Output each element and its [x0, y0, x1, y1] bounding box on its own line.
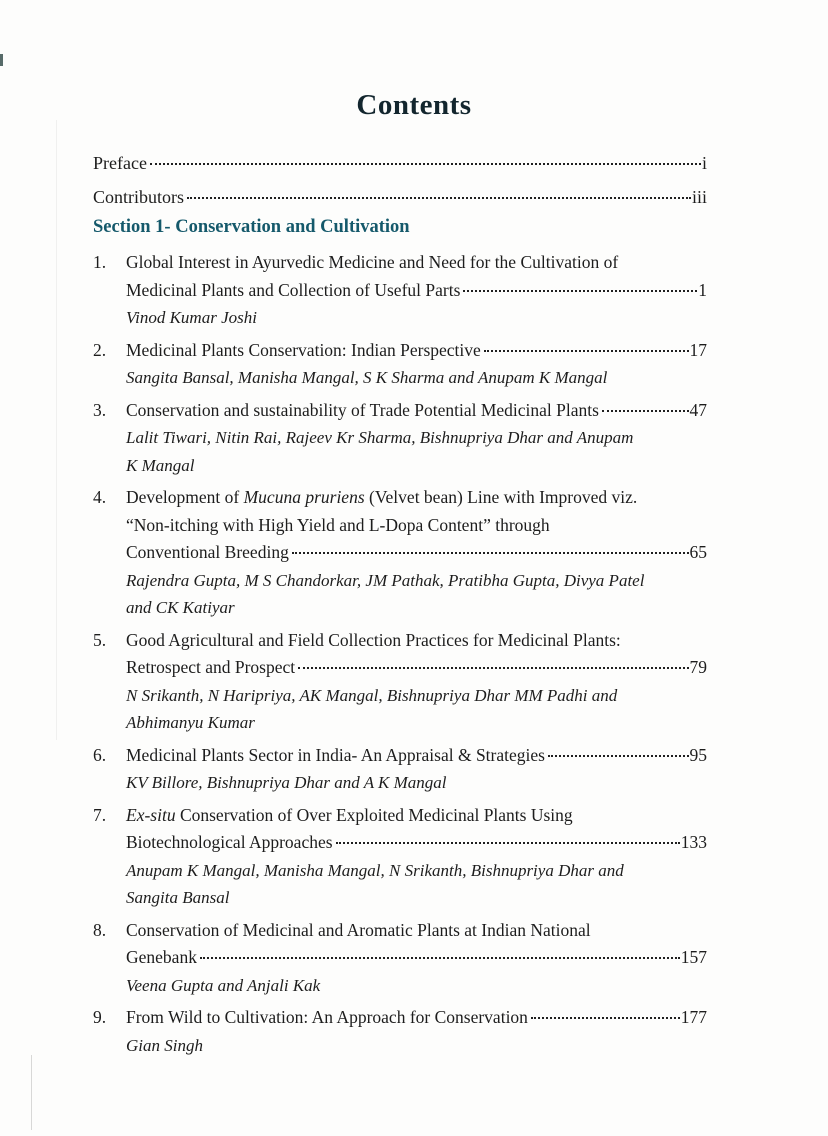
entry-number: 3.: [93, 399, 107, 420]
title-segment: (Velvet bean) Line with Improved viz.: [364, 487, 638, 507]
title-segment: Development of: [126, 487, 244, 507]
title-segment: Biotechnological Approaches: [126, 832, 333, 852]
front-matter-label: Contributors: [93, 187, 185, 207]
entry-authors: KV Billore, Bishnupriya Dhar and A K Mangal: [126, 773, 447, 792]
title-segment: Medicinal Plants Conservation: Indian Perspective: [126, 339, 481, 360]
entry-authors: N Srikanth, N Haripriya, AK Mangal, Bishnupriya Dhar MM Padhi and: [126, 685, 618, 705]
title-segment: Retrospect and Prospect: [126, 657, 296, 677]
front-matter-row: [93, 146, 707, 180]
title-segment: From Wild to Cultivation: An Approach for Conservation: [126, 1007, 528, 1027]
entry-body: [126, 484, 707, 622]
title-segment: Conservation and sustainability of Trade Potential Medicinal Plants: [126, 399, 599, 420]
page-number: 17: [689, 339, 707, 360]
toc-entry: [93, 397, 707, 480]
entry-authors: Anupam K Mangal, Manisha Mangal, N Srikanth, Bishnupriya Dhar and: [126, 860, 624, 880]
entry-authors: Abhimanyu Kumar: [126, 713, 255, 732]
entry-title-line: [126, 627, 707, 655]
front-matter-page-number: iii: [691, 187, 707, 207]
toc-entry: [93, 742, 707, 797]
toc-entry: [93, 484, 707, 622]
page-number: 79: [689, 657, 707, 677]
entry-title-line: [126, 512, 707, 540]
title-segment: Mucuna pruriens: [243, 487, 365, 507]
title-segment: “Non-itching with High Yield and L-Dopa Content” through: [126, 514, 550, 535]
toc-entry: [93, 249, 707, 332]
page-number: 133: [680, 832, 707, 852]
toc-entry: [93, 802, 707, 912]
entry-authors: Gian Singh: [126, 1035, 203, 1055]
entry-title-line: [126, 539, 707, 567]
entry-number: 5.: [93, 629, 107, 650]
title-segment: Genebank: [126, 947, 197, 967]
title-segment: Ex-situ: [126, 804, 176, 825]
title-segment: Global Interest in Ayurvedic Medicine and Need for the Cultivation of: [126, 252, 619, 272]
page-number: 95: [689, 744, 707, 765]
entry-title-line: [126, 249, 707, 277]
entry-title-line: [126, 917, 707, 945]
front-matter-label: Preface: [93, 153, 147, 173]
page-number: 47: [689, 399, 707, 420]
title-segment: Good Agricultural and Field Collection Practices for Medicinal Plants:: [126, 629, 621, 650]
front-matter: [93, 146, 707, 214]
entry-authors: Sangita Bansal, Manisha Mangal, S K Sharma and Anupam K Mangal: [126, 368, 608, 387]
title-segment: Conservation of Over Exploited Medicinal Plants Using: [175, 804, 573, 825]
title-segment: Medicinal Plants and Collection of Useful Parts: [126, 279, 461, 300]
front-matter-page-number: i: [701, 153, 707, 173]
entry-number: 2.: [93, 339, 107, 360]
title-segment: Conventional Breeding: [126, 542, 289, 562]
page-number: 157: [680, 947, 707, 967]
toc-entry: [93, 337, 707, 392]
front-matter-row: [93, 180, 707, 214]
entry-title-line: [126, 484, 707, 512]
entry-body: [126, 249, 707, 332]
entry-number: 1.: [93, 252, 107, 272]
entry-number: 6.: [93, 744, 107, 765]
entry-authors: Sangita Bansal: [126, 888, 230, 907]
entry-body: [126, 627, 707, 737]
title-segment: Conservation of Medicinal and Aromatic Plants at Indian National: [126, 919, 591, 940]
entry-title-line: [126, 802, 707, 830]
entry-body: [126, 917, 707, 1000]
scan-artifact-scratch: [31, 1055, 32, 1130]
entry-title-line: [126, 337, 707, 365]
entry-authors: K Mangal: [126, 455, 195, 475]
entry-number: 8.: [93, 919, 107, 940]
page-number: 177: [680, 1007, 707, 1027]
entry-number: 7.: [93, 804, 107, 825]
toc-entries: [93, 249, 707, 1059]
page-title: Contents: [356, 89, 472, 121]
entry-authors: Vinod Kumar Joshi: [126, 308, 257, 327]
entry-title-line: [126, 1004, 707, 1032]
entry-title-line: [126, 944, 707, 972]
entry-title-line: [126, 397, 707, 425]
page-number: 65: [689, 542, 707, 562]
toc-entry: [93, 627, 707, 737]
toc-entry: [93, 917, 707, 1000]
entry-authors: Veena Gupta and Anjali Kak: [126, 975, 321, 995]
toc-entry: [93, 1004, 707, 1059]
entry-number: 4.: [93, 487, 107, 507]
entry-title-line: [126, 742, 707, 770]
entry-number: 9.: [93, 1007, 107, 1027]
entry-title-line: [126, 829, 707, 857]
entry-title-line: [126, 277, 707, 305]
title-segment: Medicinal Plants Sector in India- An Appraisal & Strategies: [126, 744, 545, 765]
page-number: 1: [698, 279, 707, 300]
section-heading: Section 1- Conservation and Cultivation: [93, 217, 410, 237]
entry-body: [126, 397, 707, 480]
entry-authors: Rajendra Gupta, M S Chandorkar, JM Pathak, Pratibha Gupta, Divya Patel: [126, 570, 645, 590]
entry-body: [126, 742, 707, 797]
entry-authors: and CK Katiyar: [126, 598, 235, 617]
entry-title-line: [126, 654, 707, 682]
entry-authors: Lalit Tiwari, Nitin Rai, Rajeev Kr Sharma, Bishnupriya Dhar and Anupam: [126, 428, 634, 447]
entry-body: [126, 1004, 707, 1059]
entry-body: [126, 337, 707, 392]
entry-body: [126, 802, 707, 912]
